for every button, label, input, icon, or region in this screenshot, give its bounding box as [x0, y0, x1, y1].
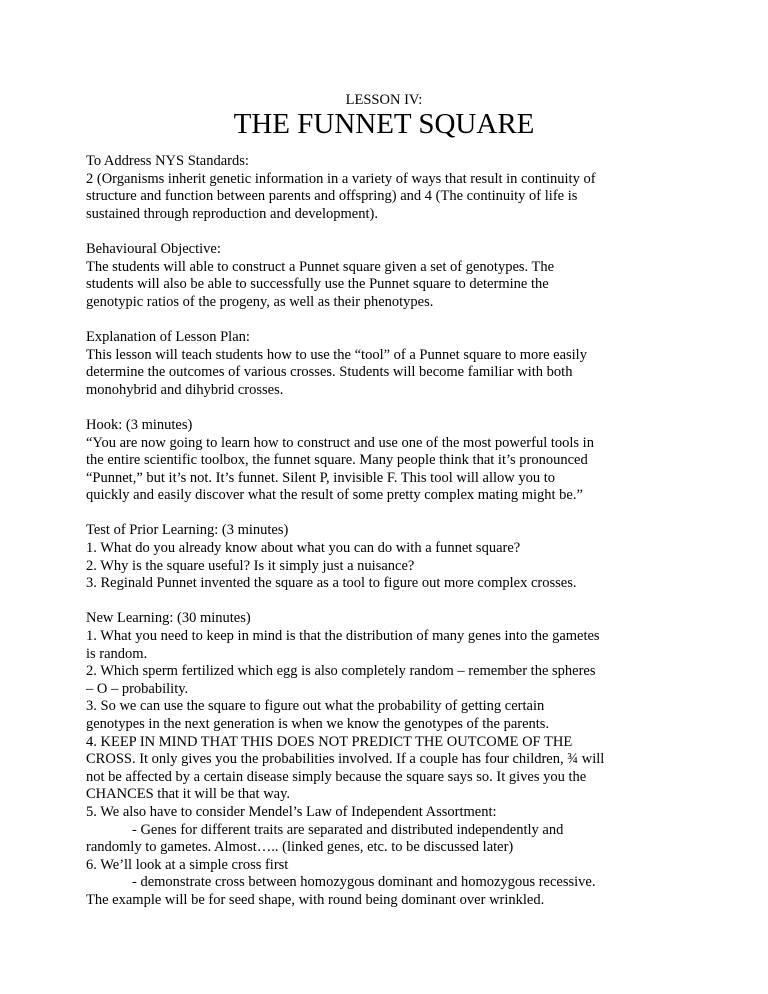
- explanation-heading: Explanation of Lesson Plan:: [86, 328, 250, 345]
- list-item: 1. What do you already know about what you can do with a funnet square?: [86, 540, 521, 557]
- prior-learning-heading: Test of Prior Learning: (3 minutes): [86, 522, 289, 539]
- paragraph-line: “You are now going to learn how to construct and use one of the most powerful tools in: [86, 434, 594, 451]
- paragraph-line: students will also be able to successfully use the Punnet square to determine the: [86, 276, 549, 293]
- paragraph-line: monohybrid and dihybrid crosses.: [86, 381, 284, 398]
- list-item: CROSS. It only gives you the probabilities involved. If a couple has four children, ¾ will: [86, 751, 605, 768]
- list-item: randomly to gametes. Almost….. (linked genes, etc. to be discussed later): [86, 839, 514, 856]
- paragraph-line: 2 (Organisms inherit genetic information in a variety of ways that result in continuity of: [86, 170, 596, 187]
- sub-item: - demonstrate cross between homozygous dominant and homozygous recessive.: [132, 874, 596, 891]
- paragraph-line: quickly and easily discover what the result of some pretty complex mating might be.”: [86, 487, 583, 504]
- objective-section: [86, 241, 726, 311]
- document-body: [86, 153, 726, 910]
- new-learning-heading: New Learning: (30 minutes): [86, 610, 251, 627]
- list-item: CHANCES that it will be that way.: [86, 786, 291, 803]
- prior-learning-section: [86, 522, 726, 592]
- paragraph-line: genotypic ratios of the progeny, as well as their phenotypes.: [86, 293, 434, 310]
- paragraph-line: determine the outcomes of various crosses. Students will become familiar with both: [86, 364, 573, 381]
- list-item: is random.: [86, 645, 148, 662]
- explanation-section: [86, 329, 726, 399]
- paragraph-line: The students will able to construct a Punnet square given a set of genotypes. The: [86, 258, 555, 275]
- objective-heading: Behavioural Objective:: [86, 240, 221, 257]
- list-item: 5. We also have to consider Mendel’s Law of Independent Assortment:: [86, 803, 497, 820]
- paragraph-line: structure and function between parents and offspring) and 4 (The continuity of life is: [86, 188, 578, 205]
- list-item: 3. So we can use the square to figure out what the probability of getting certain: [86, 698, 545, 715]
- list-item: 1. What you need to keep in mind is that the distribution of many genes into the gametes: [86, 628, 600, 645]
- list-item: 3. Reginald Punnet invented the square as a tool to figure out more complex crosses.: [86, 575, 577, 592]
- standards-section: [86, 153, 726, 223]
- list-item: genotypes in the next generation is when we know the genotypes of the parents.: [86, 716, 550, 732]
- page-title: THE FUNNET SQUARE: [233, 108, 535, 140]
- list-item: 6. We’ll look at a simple cross first: [86, 856, 289, 873]
- list-item: 4. KEEP IN MIND THAT THIS DOES NOT PREDICT THE OUTCOME OF THE: [86, 733, 573, 750]
- list-item: 2. Which sperm fertilized which egg is also completely random – remember the spheres: [86, 663, 596, 680]
- sub-item: - Genes for different traits are separated and distributed independently and: [132, 821, 564, 838]
- paragraph-line: “Punnet,” but it’s not. It’s funnet. Silent P, invisible F. This tool will allow you to: [86, 469, 556, 486]
- new-learning-section: [86, 610, 726, 909]
- paragraph-line: the entire scientific toolbox, the funnet square. Many people think that it’s pronounced: [86, 452, 588, 469]
- standards-heading: To Address NYS Standards:: [86, 153, 249, 169]
- lesson-label: LESSON IV:: [345, 92, 423, 108]
- paragraph-line: This lesson will teach students how to use the “tool” of a Punnet square to more easily: [86, 346, 587, 363]
- list-item: The example will be for seed shape, with round being dominant over wrinkled.: [86, 891, 545, 908]
- paragraph-line: sustained through reproduction and development).: [86, 205, 378, 222]
- list-item: not be affected by a certain disease simply because the square says so. It gives you the: [86, 768, 587, 785]
- hook-heading: Hook: (3 minutes): [86, 416, 193, 433]
- list-item: 2. Why is the square useful? Is it simply just a nuisance?: [86, 557, 415, 574]
- hook-section: [86, 417, 726, 505]
- list-item: – O – probability.: [86, 680, 189, 697]
